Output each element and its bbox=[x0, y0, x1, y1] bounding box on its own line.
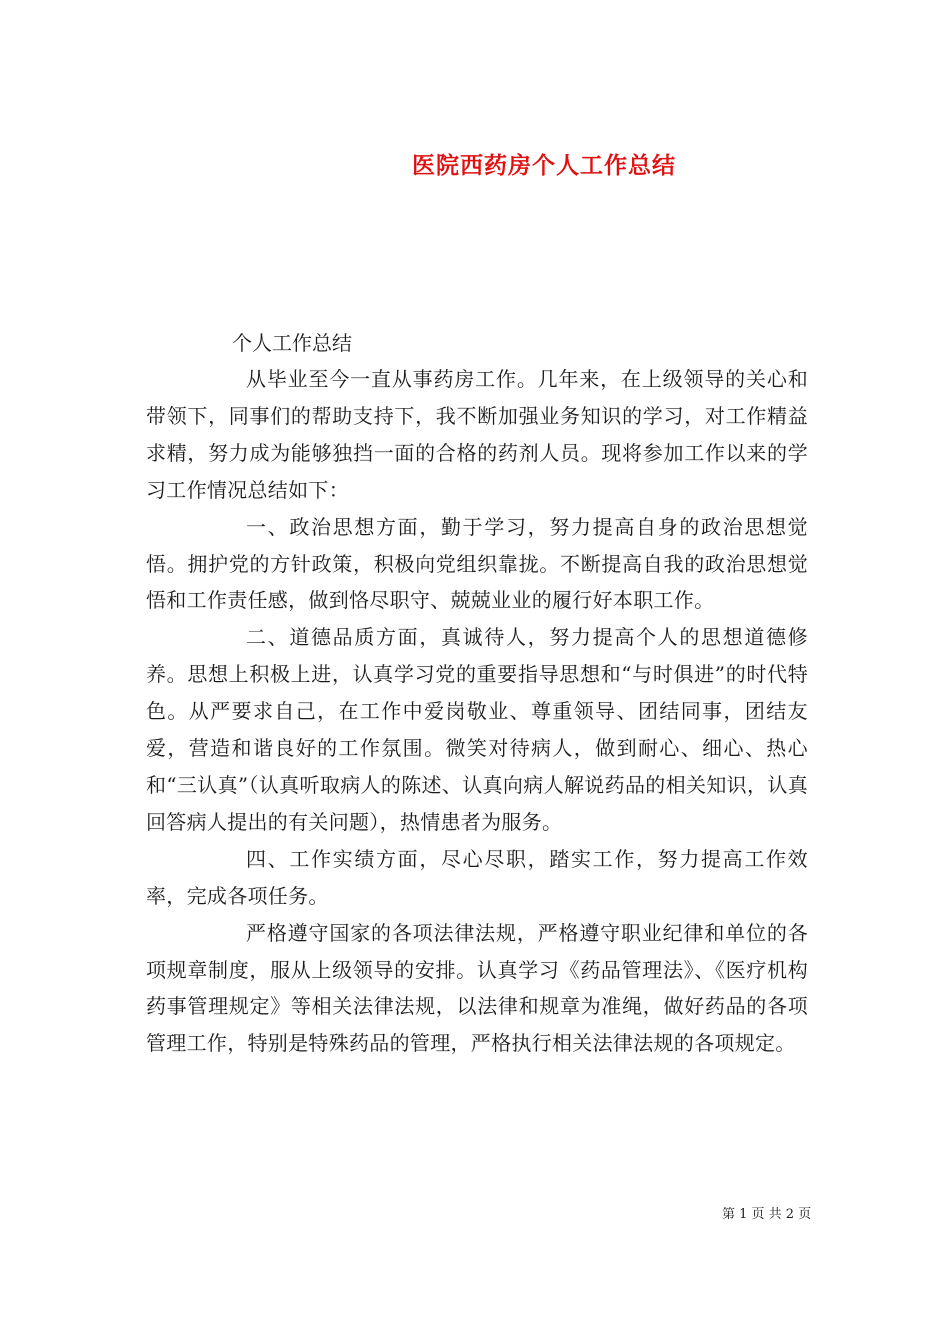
document-title: 医院西药房个人工作总结 bbox=[412, 152, 676, 180]
paragraph-intro: 从毕业至今一直从事药房工作。几年来，在上级领导的关心和带领下，同事们的帮助支持下，我不断加强业务知识的学习，对工作精益求精，努力成为能够独挡一面的合格的药剂人员。现将参加工作以来的学习工作情况总结如下： bbox=[146, 367, 808, 502]
document-subtitle: 个人工作总结 bbox=[232, 331, 352, 355]
paragraph-performance: 四、工作实绩方面，尽心尽职，踏实工作，努力提高工作效率，完成各项任务。 bbox=[146, 846, 808, 908]
paragraph-moral: 二、道德品质方面，真诚待人，努力提高个人的思想道德修养。思想上积极上进，认真学习党的重要指导思想和“与时俱进”的时代特色。从严要求自己，在工作中爱岗敬业、尊重领导、团结同事，团结友爱，营造和谐良好的工作氛围。微笑对待病人，做到耐心、细心、热心和“三认真”（认真听取病人的陈述、认真向病人解说药品的相关知识，认真回答病人提出的有关问题），热情患者为服务。 bbox=[146, 625, 808, 834]
page-number-footer: 第 1 页 共 2 页 bbox=[722, 1207, 812, 1222]
document-body bbox=[146, 361, 808, 1062]
paragraph-political: 一、政治思想方面，勤于学习，努力提高自身的政治思想觉悟。拥护党的方针政策，积极向党组织靠拢。不断提高自我的政治思想觉悟和工作责任感，做到恪尽职守、兢兢业业的履行好本职工作。 bbox=[146, 514, 808, 613]
paragraph-regulations: 严格遵守国家的各项法律法规，严格遵守职业纪律和单位的各项规章制度，服从上级领导的安排。认真学习《药品管理法》、《医疗机构药事管理规定》等相关法律法规，以法律和规章为准绳，做好药品的各项管理工作，特别是特殊药品的管理，严格执行相关法律法规的各项规定。 bbox=[146, 920, 808, 1056]
